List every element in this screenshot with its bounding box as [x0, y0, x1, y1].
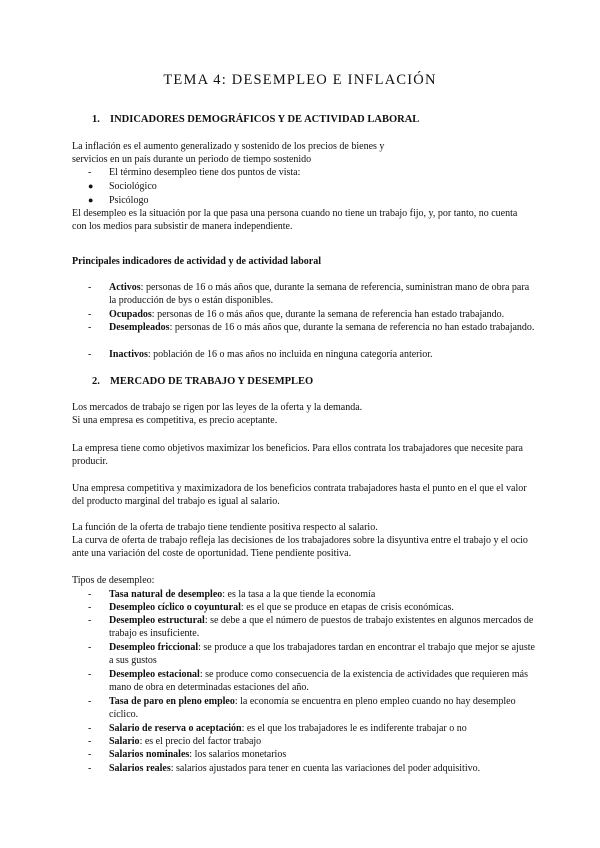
- dash-marker: -: [88, 167, 92, 178]
- section-1-title: INDICADORES DEMOGRÁFICOS Y DE ACTIVIDAD LABORAL: [110, 114, 420, 125]
- dash-marker: -: [88, 749, 92, 760]
- type-text: : es la tasa a la que tiende la economía: [222, 589, 376, 600]
- indicator-term: Ocupados: [109, 309, 152, 320]
- type-term: Salarios nominales: [109, 749, 190, 760]
- unemployment-type-item: [88, 762, 536, 775]
- indicator-term: Inactivos: [109, 349, 148, 360]
- unemployment-type-item: [88, 588, 536, 601]
- list-item-text: El término desempleo tiene dos puntos de vista:: [109, 167, 301, 178]
- type-text: : los salarios monetarios: [189, 749, 287, 760]
- list-item: [88, 194, 536, 207]
- section-2-heading: [92, 376, 313, 387]
- indicator-term: Desempleados: [109, 322, 170, 333]
- dash-marker: -: [88, 589, 92, 600]
- unemployment-type-item: [88, 748, 536, 761]
- type-term: Tasa de paro en pleno empleo: [109, 696, 235, 707]
- indicators-heading: Principales indicadores de actividad y de actividad laboral: [72, 256, 321, 267]
- page-title: TEMA 4: DESEMPLEO E INFLACIÓN: [163, 72, 437, 88]
- indicator-text: : personas de 16 o más años que, durante la semana de referencia, suministran mano de obra para la producción de bys o están disponibles.: [109, 282, 530, 307]
- labor-market-line-1: Los mercados de trabajo se rigen por las leyes de la oferta y la demanda.: [72, 402, 363, 413]
- unemployment-type-item: [88, 695, 536, 722]
- type-term: Desempleo estructural: [109, 615, 205, 626]
- list-item: [88, 180, 536, 193]
- unemployment-type-item: [88, 668, 536, 695]
- type-text: : salarios ajustados para tener en cuenta las variaciones del poder adquisitivo.: [170, 763, 481, 774]
- inflation-definition-line-1: La inflación es el aumento generalizado y sostenido de los precios de bienes y: [72, 141, 385, 152]
- indicator-text: : población de 16 o mas años no incluida en ninguna categoría anterior.: [147, 349, 433, 360]
- indicator-item: [88, 281, 536, 308]
- type-text: : la economía se encuentra en pleno empleo cuando no hay desempleo cíclico.: [109, 696, 516, 721]
- indicator-item: [88, 308, 536, 321]
- type-term: Salarios reales: [109, 763, 171, 774]
- type-term: Salario: [109, 736, 140, 747]
- section-1-heading: [92, 114, 419, 125]
- unemployment-types-heading: Tipos de desempleo:: [72, 575, 155, 586]
- unemployment-type-item: [88, 614, 536, 641]
- dash-marker: -: [88, 349, 92, 360]
- labor-supply-line-1: La función de la oferta de trabajo tiene tendiente positiva respecto al salario.: [72, 522, 378, 533]
- type-term: Tasa natural de desempleo: [109, 589, 223, 600]
- type-text: : es el que los trabajadores le es indiferente trabajar o no: [241, 723, 467, 734]
- company-objectives-paragraph: La empresa tiene como objetivos maximizar los beneficios. Para ellos contrata los trabajadores que necesite para producir.: [72, 443, 523, 468]
- unemployment-type-item: [88, 722, 536, 735]
- bullet-icon: ●: [88, 181, 94, 191]
- type-term: Desempleo estacional: [109, 669, 200, 680]
- list-item-text: Psicólogo: [109, 195, 149, 206]
- indicator-term: Activos: [109, 282, 141, 293]
- type-text: : es el precio del factor trabajo: [139, 736, 262, 747]
- unemployment-type-item: [88, 601, 536, 614]
- list-item: [88, 166, 536, 179]
- section-2-title: MERCADO DE TRABAJO Y DESEMPLEO: [110, 376, 314, 387]
- indicator-text: : personas de 16 o más años que, durante la semana de referencia han estado trabajando.: [151, 309, 505, 320]
- type-term: Salario de reserva o aceptación: [109, 723, 242, 734]
- desempleo-definition: El desempleo es la situación por la que pasa una persona cuando no tiene un trabajo fijo, y, por tanto, no cuenta con los medios para subsistir de manera independiente.: [72, 208, 518, 233]
- dash-marker: -: [88, 602, 92, 613]
- type-text: : se produce a que los trabajadores tardan en encontrar el trabajo que mejor se ajuste a sus gustos: [109, 642, 535, 667]
- section-2-number: 2.: [92, 376, 100, 387]
- type-text: : es el que se produce en etapas de crisis económicas.: [240, 602, 454, 613]
- type-term: Desempleo friccional: [109, 642, 199, 653]
- type-term: Desempleo cíclico o coyuntural: [109, 602, 241, 613]
- inflation-definition-line-2: servicios en un país durante un periodo de tiempo sostenido: [72, 154, 312, 165]
- dash-marker: -: [88, 615, 92, 626]
- indicator-text: : personas de 16 o más años que, durante la semana de referencia no han estado trabajando.: [169, 322, 535, 333]
- type-text: : se produce como consecuencia de la existencia de actividades que requieren más mano de obra en determinadas estaciones del año.: [109, 669, 529, 694]
- dash-marker: -: [88, 763, 92, 774]
- dash-marker: -: [88, 669, 92, 680]
- section-1-number: 1.: [92, 114, 100, 125]
- type-text: : se debe a que el número de puestos de trabajo existentes en algunos mercados de trabajo es insuficiente.: [109, 615, 534, 640]
- dash-marker: -: [88, 642, 92, 653]
- dash-marker: -: [88, 723, 92, 734]
- bullet-icon: ●: [88, 195, 94, 205]
- dash-marker: -: [88, 322, 92, 333]
- dash-marker: -: [88, 282, 92, 293]
- labor-market-line-2: Si una empresa es competitiva, es precio aceptante.: [72, 415, 278, 426]
- dash-marker: -: [88, 696, 92, 707]
- competitive-firm-paragraph: Una empresa competitiva y maximizadora de los beneficios contrata trabajadores hasta el punto en el que el valor del producto marginal del trabajo es igual al salario.: [72, 483, 527, 508]
- dash-marker: -: [88, 309, 92, 320]
- list-item-text: Sociológico: [109, 181, 157, 192]
- unemployment-type-item: [88, 641, 536, 668]
- indicator-item: [88, 348, 536, 361]
- labor-supply-paragraph: La curva de oferta de trabajo refleja las decisiones de los trabajadores sobre la disyuntiva entre el trabajo y el ocio ante una variación del coste de oportunidad. Tiene pendiente positiva.: [72, 535, 528, 560]
- dash-marker: -: [88, 736, 92, 747]
- unemployment-type-item: [88, 735, 536, 748]
- indicator-item: [88, 321, 536, 334]
